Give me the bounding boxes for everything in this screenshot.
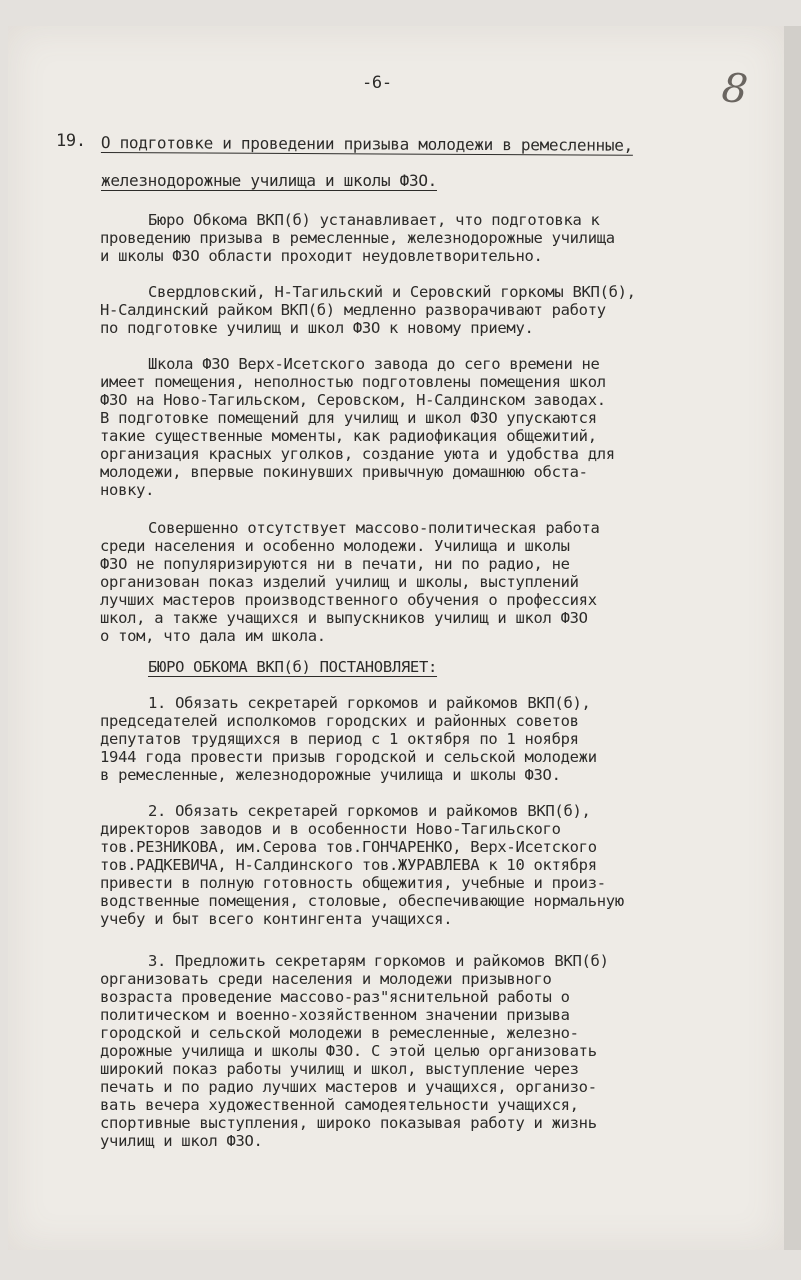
item2-line: привести в полную готовность общежития, учебные и произ- (100, 874, 606, 892)
item1-line: депутатов трудящихся в период с 1 октября по 1 ноября (100, 730, 579, 748)
para4-line: среди населения и особенно молодежи. Училища и школы (100, 537, 570, 555)
item1-line: председателей исполкомов городских и районных советов (100, 712, 579, 730)
para2-line: по подготовке училищ и школ ФЗО к новому приему. (100, 319, 534, 337)
heading-line-2: железнодорожные училища и школы ФЗО. (101, 171, 437, 190)
item2-line: 2. Обязать секретарей горкомов и райкомов ВКП(б), (148, 802, 591, 820)
para1-line: Бюро Обкома ВКП(б) устанавливает, что подготовка к (148, 211, 600, 229)
item3-line: дорожные училища и школы ФЗО. С этой целью организовать (100, 1042, 597, 1060)
item3-line: политическом и военно-хозяйственном значении призыва (100, 1006, 570, 1024)
item1-line: 1944 года провести призыв городской и сельской молодежи (100, 748, 597, 766)
item1-line: 1. Обязать секретарей горкомов и райкомов ВКП(б), (148, 694, 591, 712)
heading-line-1: О подготовке и проведении призыва молодежи в ремесленные, (100, 133, 633, 155)
item3-line: вать вечера художественной самодеятельности учащихся, (100, 1096, 579, 1114)
item3-line: училищ и школ ФЗО. (100, 1132, 263, 1150)
item2-line: учебу и быт всего контингента учащихся. (100, 910, 453, 928)
resolution-heading: БЮРО ОБКОМА ВКП(б) ПОСТАНОВЛЯЕТ: (148, 658, 438, 676)
para3-line: Школа ФЗО Верх-Исетского завода до сего времени не (148, 355, 600, 373)
item3-line: организовать среди населения и молодежи призывного (100, 970, 552, 988)
para2-line: Свердловский, Н-Тагильский и Серовский горкомы ВКП(б), (148, 283, 636, 301)
para4-line: школ, а также учащихся и выпускников училищ и школ ФЗО (100, 609, 588, 627)
para4-line: организован показ изделий училищ и школы, выступлений (100, 573, 579, 591)
item2-line: директоров заводов и в особенности Ново-Тагильского (100, 820, 561, 838)
item2-line: тов.РЕЗНИКОВА, им.Серова тов.ГОНЧАРЕНКО, Верх-Исетского (100, 838, 597, 856)
para3-line: имеет помещения, неполностью подготовлены помещения школ (100, 373, 606, 391)
para4-line: ФЗО не популяризируются ни в печати, ни по радио, не (100, 555, 570, 573)
para3-line: новку. (100, 481, 155, 499)
para3-line: В подготовке помещений для училищ и школ ФЗО упускаются (100, 409, 597, 427)
item3-line: печать и по радио лучших мастеров и учащихся, организо- (100, 1078, 597, 1096)
item1-line: в ремесленные, железнодорожные училища и школы ФЗО. (100, 766, 561, 784)
para2-line: Н-Салдинский райком ВКП(б) медленно разворачивают работу (100, 301, 606, 319)
item2-line: тов.РАДКЕВИЧА, Н-Салдинского тов.ЖУРАВЛЕВА к 10 октября (100, 856, 597, 874)
para4-line: о том, что дала им школа. (100, 627, 326, 645)
para3-line: молодежи, впервые покинувших привычную домашнюю обста- (100, 463, 588, 481)
item-number: 19. (56, 131, 86, 151)
para4-line: Совершенно отсутствует массово-политическая работа (148, 519, 600, 537)
para4-line: лучших мастеров производственного обучения о профессиях (100, 591, 597, 609)
page-edge (784, 26, 801, 1250)
item3-line: возраста проведение массово-раз"яснительной работы о (100, 988, 570, 1006)
item3-line: широкий показ работы училищ и школ, выступление через (100, 1060, 579, 1078)
para3-line: организация красных уголков, создание уюта и удобства для (100, 445, 615, 463)
item2-line: водственные помещения, столовые, обеспечивающие нормальную (100, 892, 624, 910)
para1-line: и школы ФЗО области проходит неудовлетворительно. (100, 247, 543, 265)
para3-line: ФЗО на Ново-Тагильском, Серовском, Н-Салдинском заводах. (100, 391, 606, 409)
item3-line: спортивные выступления, широко показывая работу и жизнь (100, 1114, 597, 1132)
para3-line: такие существенные моменты, как радиофикация общежитий, (100, 427, 597, 445)
item3-line: городской и сельской молодежи в ремесленные, железно- (100, 1024, 579, 1042)
handwritten-folio-number: 8 (719, 64, 750, 114)
page-number: -6- (362, 73, 392, 93)
item3-line: 3. Предложить секретарям горкомов и райкомов ВКП(б) (148, 952, 609, 970)
para1-line: проведению призыва в ремесленные, железнодорожные училища (100, 229, 615, 247)
